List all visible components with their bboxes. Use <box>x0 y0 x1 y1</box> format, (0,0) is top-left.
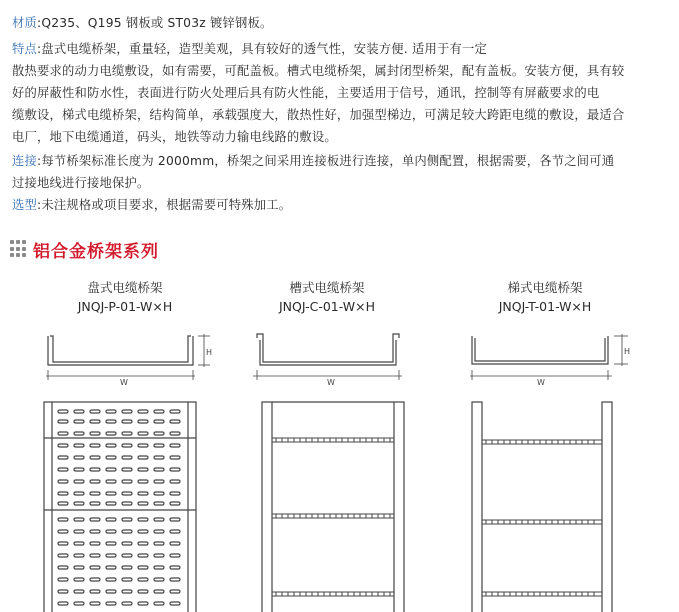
tray-slot <box>90 456 100 459</box>
tray-slot <box>122 468 132 471</box>
material-label: 材质 <box>12 16 37 30</box>
tray-slot <box>138 480 148 483</box>
trough-cross-section-diagram <box>245 330 425 390</box>
features-paragraph <box>12 38 672 148</box>
tray-slot <box>170 444 180 447</box>
product-model: JNQJ-C-01-W×H <box>278 299 375 314</box>
tray-slot <box>74 492 84 495</box>
tray-slot <box>90 566 100 569</box>
tray-slot <box>122 492 132 495</box>
tray-slot <box>74 566 84 569</box>
tray-slot <box>90 502 100 505</box>
width-label: W <box>537 378 545 387</box>
tray-slot <box>138 542 148 545</box>
tray-slot <box>154 578 164 581</box>
tray-slot <box>138 554 148 557</box>
tray-slot <box>170 542 180 545</box>
tray-slot <box>138 444 148 447</box>
tray-slot <box>154 410 164 413</box>
tray-slot <box>90 444 100 447</box>
tray-slot <box>154 456 164 459</box>
tray-slot <box>58 590 68 593</box>
tray-slot <box>106 444 116 447</box>
tray-slot <box>170 420 180 423</box>
tray-slot <box>154 420 164 423</box>
product-model: JNQJ-T-01-W×H <box>498 299 592 314</box>
tray-slot <box>58 518 68 521</box>
tray-slot <box>74 432 84 435</box>
product-caption-trough <box>252 278 402 316</box>
ladder-cross-section-diagram <box>462 330 642 390</box>
product-name: 梯式电缆桥架 <box>507 280 583 295</box>
features-line-3: 好的屏蔽性和防水性，表面进行防火处理后具有防火性能，主要适用于信号，通讯，控制等有屏蔽要求的电 <box>12 86 600 100</box>
tray-slot <box>122 602 132 605</box>
tray-slot <box>122 456 132 459</box>
tray-slot <box>138 602 148 605</box>
product-name: 盘式电缆桥架 <box>87 280 163 295</box>
tray-slot <box>58 456 68 459</box>
tray-slot <box>74 518 84 521</box>
tray-slot <box>122 530 132 533</box>
tray-slot <box>58 542 68 545</box>
product-caption-tray <box>50 278 200 316</box>
connection-line-1: :每节桥架标准长度为 2000mm，桥架之间采用连接板进行连接，单内侧配置，根据需要，各节之间可通 <box>37 154 615 168</box>
tray-slot <box>58 554 68 557</box>
tray-slot <box>154 502 164 505</box>
features-line-4: 缆敷设，梯式电缆桥架，结构简单，承载强度大，散热性好，加强型梯边，可满足较大跨距电缆的敷设，最适合 <box>12 108 625 122</box>
selection-label: 选型 <box>12 198 37 212</box>
tray-slot <box>106 554 116 557</box>
tray-slot <box>122 578 132 581</box>
tray-slot <box>90 480 100 483</box>
tray-slot <box>58 566 68 569</box>
tray-slot <box>90 492 100 495</box>
tray-slot <box>170 480 180 483</box>
tray-slot <box>106 502 116 505</box>
tray-slot <box>90 410 100 413</box>
material-text: :Q235、Q195 钢板或 ST03z 镀锌钢板。 <box>37 16 273 30</box>
tray-slot <box>154 480 164 483</box>
tray-slot <box>138 566 148 569</box>
tray-slot <box>90 420 100 423</box>
tray-slot <box>170 410 180 413</box>
tray-slot <box>90 554 100 557</box>
tray-slot <box>138 492 148 495</box>
tray-slot <box>106 578 116 581</box>
tray-slot <box>106 518 116 521</box>
tray-slot <box>106 420 116 423</box>
tray-slot <box>154 444 164 447</box>
product-name: 槽式电缆桥架 <box>289 280 365 295</box>
height-label: H <box>206 348 213 357</box>
tray-slot <box>138 518 148 521</box>
tray-slot <box>106 480 116 483</box>
tray-slot <box>58 578 68 581</box>
tray-slot <box>74 456 84 459</box>
tray-slot <box>90 468 100 471</box>
tray-slot <box>58 502 68 505</box>
product-caption-ladder <box>470 278 620 316</box>
tray-slot <box>170 456 180 459</box>
tray-slot <box>74 420 84 423</box>
section-heading <box>10 238 159 260</box>
tray-slot <box>122 444 132 447</box>
tray-slot <box>106 456 116 459</box>
tray-slot <box>154 602 164 605</box>
tray-slot <box>138 456 148 459</box>
tray-slot <box>58 420 68 423</box>
tray-slot <box>90 432 100 435</box>
tray-slot <box>58 530 68 533</box>
tray-slot <box>58 444 68 447</box>
tray-slot <box>74 410 84 413</box>
tray-slot <box>106 530 116 533</box>
tray-slot <box>90 542 100 545</box>
tray-slot <box>58 492 68 495</box>
tray-slot <box>106 566 116 569</box>
features-label: 特点 <box>12 42 37 56</box>
tray-slot <box>74 480 84 483</box>
tray-slot <box>170 554 180 557</box>
connection-paragraph <box>12 150 672 194</box>
tray-slot <box>138 578 148 581</box>
tray-slot <box>122 432 132 435</box>
tray-slot <box>170 566 180 569</box>
tray-slot <box>154 530 164 533</box>
tray-slot <box>122 518 132 521</box>
tray-slot <box>122 566 132 569</box>
tray-slot <box>170 578 180 581</box>
selection-line <box>12 194 672 216</box>
tray-slot <box>170 492 180 495</box>
features-line-5: 电厂，地下电缆通道，码头，地铁等动力输电线路的敷设。 <box>12 130 337 144</box>
tray-slot <box>106 590 116 593</box>
tray-slot <box>122 554 132 557</box>
height-label: H <box>624 347 631 356</box>
tray-slot <box>138 530 148 533</box>
tray-slot <box>58 602 68 605</box>
tray-slot <box>58 410 68 413</box>
connection-label: 连接 <box>12 154 37 168</box>
trough-top-view-diagram <box>258 398 408 612</box>
tray-slot <box>74 444 84 447</box>
product-model: JNQJ-P-01-W×H <box>77 299 173 314</box>
ladder-top-view-diagram <box>468 398 618 612</box>
tray-slot <box>138 410 148 413</box>
tray-slot <box>58 480 68 483</box>
width-label: W <box>120 378 128 387</box>
tray-slot <box>154 566 164 569</box>
tray-slot <box>90 602 100 605</box>
tray-slot <box>170 432 180 435</box>
tray-slot <box>154 590 164 593</box>
tray-slot <box>138 420 148 423</box>
tray-slot <box>74 530 84 533</box>
tray-slot <box>58 468 68 471</box>
tray-slot <box>122 410 132 413</box>
tray-slot <box>74 502 84 505</box>
tray-slot <box>106 602 116 605</box>
tray-slot <box>138 432 148 435</box>
tray-slot <box>122 542 132 545</box>
material-line <box>12 12 672 34</box>
tray-slot <box>154 492 164 495</box>
tray-slot <box>74 602 84 605</box>
tray-slot <box>74 468 84 471</box>
tray-slot <box>170 518 180 521</box>
tray-slot <box>138 590 148 593</box>
tray-slot <box>74 578 84 581</box>
tray-slot <box>90 530 100 533</box>
tray-slot <box>154 432 164 435</box>
tray-slot <box>106 542 116 545</box>
width-label: W <box>327 378 335 387</box>
tray-slot <box>122 420 132 423</box>
features-line-1: :盘式电缆桥架，重量轻，造型美观，具有较好的透气性，安装方便. 适用于有一定 <box>37 42 487 56</box>
tray-slot <box>122 480 132 483</box>
tray-slot <box>90 590 100 593</box>
tray-slot <box>138 502 148 505</box>
tray-slot <box>122 502 132 505</box>
tray-slot <box>154 542 164 545</box>
features-line-2: 散热要求的动力电缆敷设，如有需要，可配盖板。槽式电缆桥架，属封闭型桥架，配有盖板。安装方便，具有较 <box>12 64 625 78</box>
tray-slot <box>122 590 132 593</box>
tray-slot <box>106 492 116 495</box>
tray-slot <box>74 542 84 545</box>
connection-line-2: 过接地线进行接地保护。 <box>12 176 150 190</box>
tray-slot <box>106 410 116 413</box>
tray-slot <box>154 518 164 521</box>
tray-top-view-diagram <box>40 398 200 612</box>
tray-slot <box>154 468 164 471</box>
tray-slot <box>58 432 68 435</box>
tray-slot <box>74 590 84 593</box>
tray-slot <box>106 468 116 471</box>
tray-slot <box>170 530 180 533</box>
tray-slot <box>90 518 100 521</box>
tray-slot <box>74 554 84 557</box>
tray-slot <box>106 432 116 435</box>
selection-text: :未注规格或项目要求，根据需要可特殊加工。 <box>37 198 292 212</box>
tray-slot <box>138 468 148 471</box>
tray-slot <box>170 502 180 505</box>
section-title: 铝合金桥架系列 <box>33 241 159 262</box>
tray-slot <box>154 554 164 557</box>
tray-cross-section-diagram <box>38 330 218 390</box>
grid-dots-icon <box>10 240 28 258</box>
tray-slot <box>170 590 180 593</box>
tray-slot <box>90 578 100 581</box>
tray-slot <box>170 602 180 605</box>
tray-slot <box>170 468 180 471</box>
